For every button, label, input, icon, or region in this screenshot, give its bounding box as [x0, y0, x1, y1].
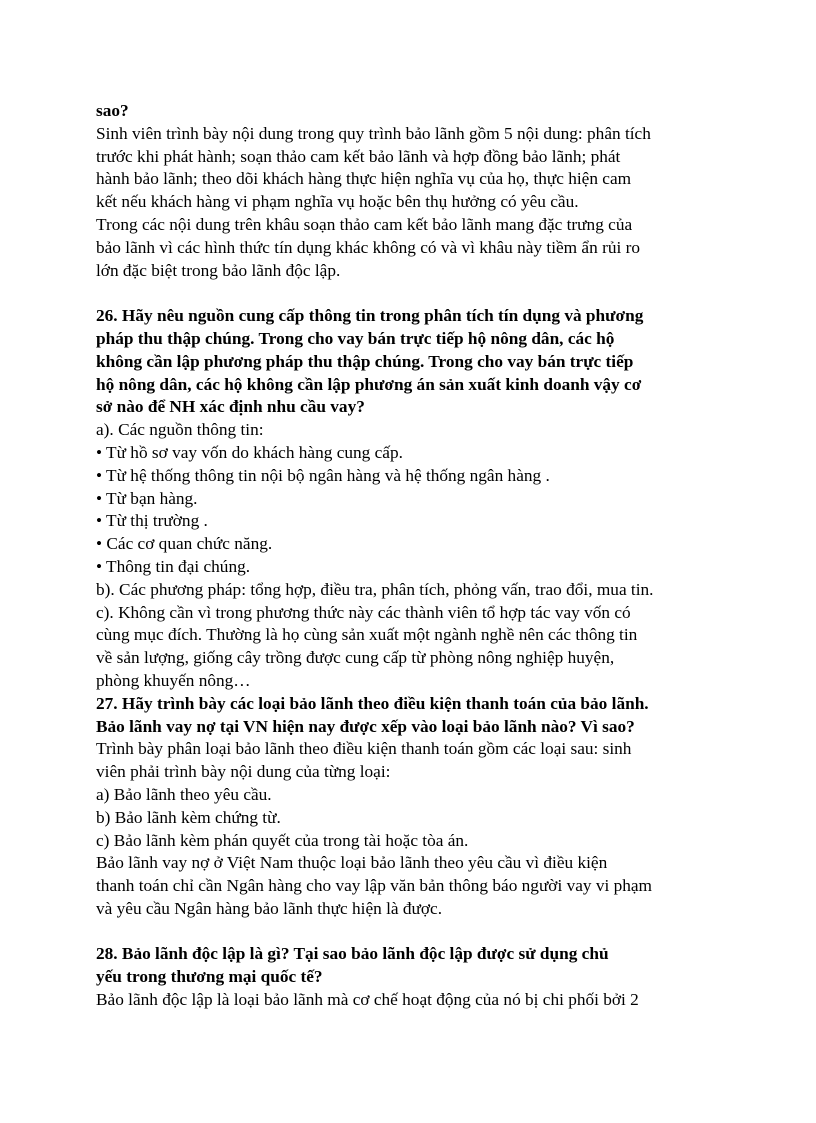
answer-paragraph [96, 738, 726, 920]
text-line: Trong các nội dung trên khâu soạn thảo cam kết bảo lãnh mang đặc trưng của [96, 214, 633, 234]
paragraph-spacer [96, 921, 726, 944]
answer-paragraph [96, 989, 726, 1012]
text-line: Sinh viên trình bày nội dung trong quy trình bảo lãnh gồm 5 nội dung: phân tích [96, 123, 651, 143]
text-line: cùng mục đích. Thường là họ cùng sản xuất một ngành nghề nên các thông tin [96, 625, 638, 645]
question-heading [96, 693, 726, 739]
question-heading [96, 305, 726, 419]
text-line: 28. Bảo lãnh độc lập là gì? Tại sao bảo lãnh độc lập được sử dụng chủ [96, 944, 609, 964]
text-line: Bảo lãnh vay nợ ở Việt Nam thuộc loại bảo lãnh theo yêu cầu vì điều kiện [96, 853, 608, 873]
text-line: hành bảo lãnh; theo dõi khách hàng thực hiện nghĩa vụ của họ, thực hiện cam [96, 169, 632, 189]
text-line: a). Các nguồn thông tin: [96, 420, 264, 440]
text-line: Bảo lãnh vay nợ tại VN hiện nay được xếp vào loại bảo lãnh nào? Vì sao? [96, 716, 635, 736]
text-line: Bảo lãnh độc lập là loại bảo lãnh mà cơ chế hoạt động của nó bị chi phối bởi 2 [96, 990, 639, 1010]
document-page [96, 100, 726, 1012]
text-line: thanh toán chỉ cần Ngân hàng cho vay lập văn bản thông báo người vay vi phạm [96, 876, 652, 896]
paragraph-spacer [96, 282, 726, 305]
text-line: và yêu cầu Ngân hàng bảo lãnh thực hiện là được. [96, 898, 443, 918]
text-line: không cần lập phương pháp thu thập chúng. Trong cho vay bán trực tiếp [96, 351, 634, 371]
text-line: viên phải trình bày nội dung của từng loại: [96, 762, 391, 782]
text-line: hộ nông dân, các hộ không cần lập phương án sản xuất kinh doanh vậy cơ [96, 374, 642, 394]
text-line: kết nếu khách hàng vi phạm nghĩa vụ hoặc bên thụ hưởng có yêu cầu. [96, 192, 579, 212]
text-line: về sản lượng, giống cây trồng được cung cấp từ phòng nông nghiệp huyện, [96, 648, 615, 668]
text-line: c) Bảo lãnh kèm phán quyết của trong tài hoặc tòa án. [96, 830, 469, 850]
text-line: 27. Hãy trình bày các loại bảo lãnh theo điều kiện thanh toán của bảo lãnh. [96, 693, 649, 713]
text-line: b) Bảo lãnh kèm chứng từ. [96, 807, 281, 827]
question-heading [96, 943, 726, 989]
text-line: • Từ bạn hàng. [96, 488, 198, 508]
text-line: sao? [96, 101, 129, 120]
answer-paragraph [96, 419, 726, 693]
text-line: lớn đặc biệt trong bảo lãnh độc lập. [96, 260, 341, 280]
text-line: 26. Hãy nêu nguồn cung cấp thông tin trong phân tích tín dụng và phương [96, 306, 644, 326]
text-line: bảo lãnh vì các hình thức tín dụng khác không có và vì khâu này tiềm ẩn rủi ro [96, 237, 640, 257]
text-line: • Từ hồ sơ vay vốn do khách hàng cung cấp. [96, 442, 403, 462]
text-line: • Thông tin đại chúng. [96, 556, 251, 576]
text-line: sở nào để NH xác định nhu cầu vay? [96, 397, 365, 417]
answer-paragraph [96, 123, 726, 283]
text-line: c). Không cần vì trong phương thức này các thành viên tổ hợp tác vay vốn có [96, 602, 631, 622]
text-line: Trình bày phân loại bảo lãnh theo điều kiện thanh toán gồm các loại sau: sinh [96, 739, 632, 759]
text-line: • Từ hệ thống thông tin nội bộ ngân hàng và hệ thống ngân hàng . [96, 465, 550, 485]
text-line: • Các cơ quan chức năng. [96, 534, 273, 554]
text-line: b). Các phương pháp: tổng hợp, điều tra, phân tích, phỏng vấn, trao đổi, mua tin. [96, 579, 654, 599]
text-line: trước khi phát hành; soạn thảo cam kết bảo lãnh và hợp đồng bảo lãnh; phát [96, 146, 621, 166]
text-line: pháp thu thập chúng. Trong cho vay bán trực tiếp hộ nông dân, các hộ [96, 328, 615, 348]
question-heading [96, 100, 726, 123]
text-line: • Từ thị trường . [96, 511, 208, 531]
text-line: yếu trong thương mại quốc tế? [96, 967, 323, 987]
text-line: phòng khuyến nông… [96, 670, 251, 690]
text-line: a) Bảo lãnh theo yêu cầu. [96, 784, 272, 804]
